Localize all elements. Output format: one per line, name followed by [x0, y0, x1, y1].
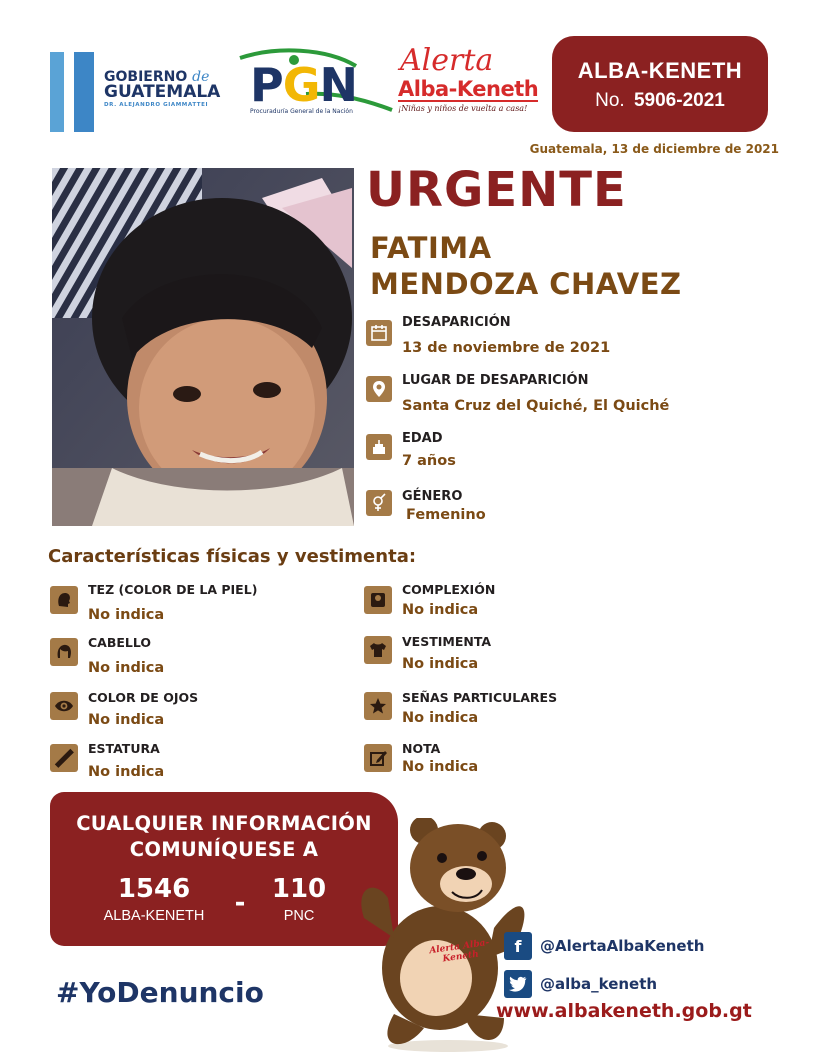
- hashtag: #YoDenuncio: [56, 976, 264, 1009]
- marks-label: SEÑAS PARTICULARES: [402, 690, 558, 705]
- pgn-subtitle: Procuraduría General de la Nación: [250, 108, 353, 115]
- clothing-label: VESTIMENTA: [402, 634, 492, 649]
- badge-no-label: No.: [595, 90, 625, 111]
- hair-value: No indica: [88, 660, 165, 676]
- gobierno-de: de: [192, 69, 210, 85]
- facebook-icon: f: [504, 932, 532, 960]
- eye-icon: [50, 692, 78, 720]
- clothing-value: No indica: [402, 656, 479, 672]
- hair-icon: [50, 638, 78, 666]
- gobierno-logo-bars: [50, 52, 98, 132]
- star-icon: [364, 692, 392, 720]
- skin-label: TEZ (COLOR DE LA PIEL): [88, 582, 258, 597]
- note-value: No indica: [402, 759, 479, 775]
- badge-number: [552, 90, 768, 112]
- gobierno-subtitle: DR. ALEJANDRO GIAMMATTEI: [104, 102, 209, 108]
- marks-value: No indica: [402, 710, 479, 726]
- urgent-heading: URGENTE: [366, 162, 627, 218]
- place-label: LUGAR DE DESAPARICIÓN: [402, 373, 589, 388]
- age-label: EDAD: [402, 431, 443, 446]
- calendar-icon: [366, 320, 392, 346]
- birthday-cake-icon: [366, 434, 392, 460]
- note-label: NOTA: [402, 741, 441, 756]
- website-link[interactable]: www.albakeneth.gob.gt: [496, 1000, 752, 1022]
- gender-value: Femenino: [406, 507, 486, 523]
- eyes-label: COLOR DE OJOS: [88, 690, 199, 705]
- alerta-logo-word: Alerta: [400, 43, 494, 78]
- skin-head-icon: [50, 586, 78, 614]
- facebook-handle[interactable]: @AlertaAlbaKeneth: [540, 937, 705, 955]
- twitter-handle[interactable]: @alba_keneth: [540, 975, 658, 993]
- skin-value: No indica: [88, 607, 165, 623]
- issue-date: Guatemala, 13 de diciembre de 2021: [529, 142, 779, 156]
- badge-no-value: 5906-2021: [633, 90, 725, 111]
- gobierno-logo-text: [104, 70, 220, 101]
- location-pin-icon: [366, 376, 392, 402]
- contact-line1: CUALQUIER INFORMACIÓN: [76, 812, 372, 835]
- disappearance-label: DESAPARICIÓN: [402, 315, 511, 330]
- case-number-badge: [552, 36, 768, 132]
- build-label: COMPLEXIÓN: [402, 582, 496, 597]
- mascot-badge-text: Alerta Alba-Keneth: [428, 937, 490, 965]
- height-label: ESTATURA: [88, 741, 160, 756]
- shirt-icon: [364, 636, 392, 664]
- alerta-logo-name: Alba-Keneth: [398, 77, 539, 101]
- height-value: No indica: [88, 764, 165, 780]
- missing-person-photo: [52, 168, 354, 526]
- contact-box: [50, 792, 398, 946]
- phone-number-1[interactable]: 1546: [117, 874, 191, 904]
- gobierno-line1: GOBIERNO: [104, 69, 188, 85]
- pgn-logo: PGN: [250, 58, 357, 112]
- scale-icon: [364, 586, 392, 614]
- contact-line2: COMUNÍQUESE A: [129, 838, 319, 861]
- person-last-name: MENDOZA CHAVEZ: [370, 267, 682, 301]
- phone-number-2-label: PNC: [283, 908, 315, 924]
- gobierno-line2: GUATEMALA: [104, 82, 221, 102]
- gender-icon: [366, 490, 392, 516]
- twitter-link[interactable]: [504, 970, 657, 998]
- twitter-icon: [504, 970, 532, 998]
- hair-label: CABELLO: [88, 635, 152, 650]
- phone-number-1-label: ALBA-KENETH: [103, 908, 205, 924]
- note-edit-icon: [364, 744, 392, 772]
- person-name: [370, 230, 682, 302]
- facebook-link[interactable]: [504, 932, 704, 960]
- alerta-tagline: ¡Niñas y niños de vuelta a casa!: [398, 104, 528, 113]
- badge-title: ALBA-KENETH: [577, 58, 743, 83]
- phone-number-2[interactable]: 110: [271, 874, 327, 904]
- person-first-name: FATIMA: [370, 231, 492, 265]
- gender-label: GÉNERO: [402, 489, 463, 504]
- characteristics-title: Características físicas y vestimenta:: [48, 546, 417, 567]
- phone-separator: -: [234, 888, 246, 918]
- build-value: No indica: [402, 602, 479, 618]
- eyes-value: No indica: [88, 712, 165, 728]
- ruler-icon: [50, 744, 78, 772]
- disappearance-value: 13 de noviembre de 2021: [402, 340, 611, 356]
- age-value: 7 años: [402, 453, 456, 469]
- place-value: Santa Cruz del Quiché, El Quiché: [402, 398, 670, 414]
